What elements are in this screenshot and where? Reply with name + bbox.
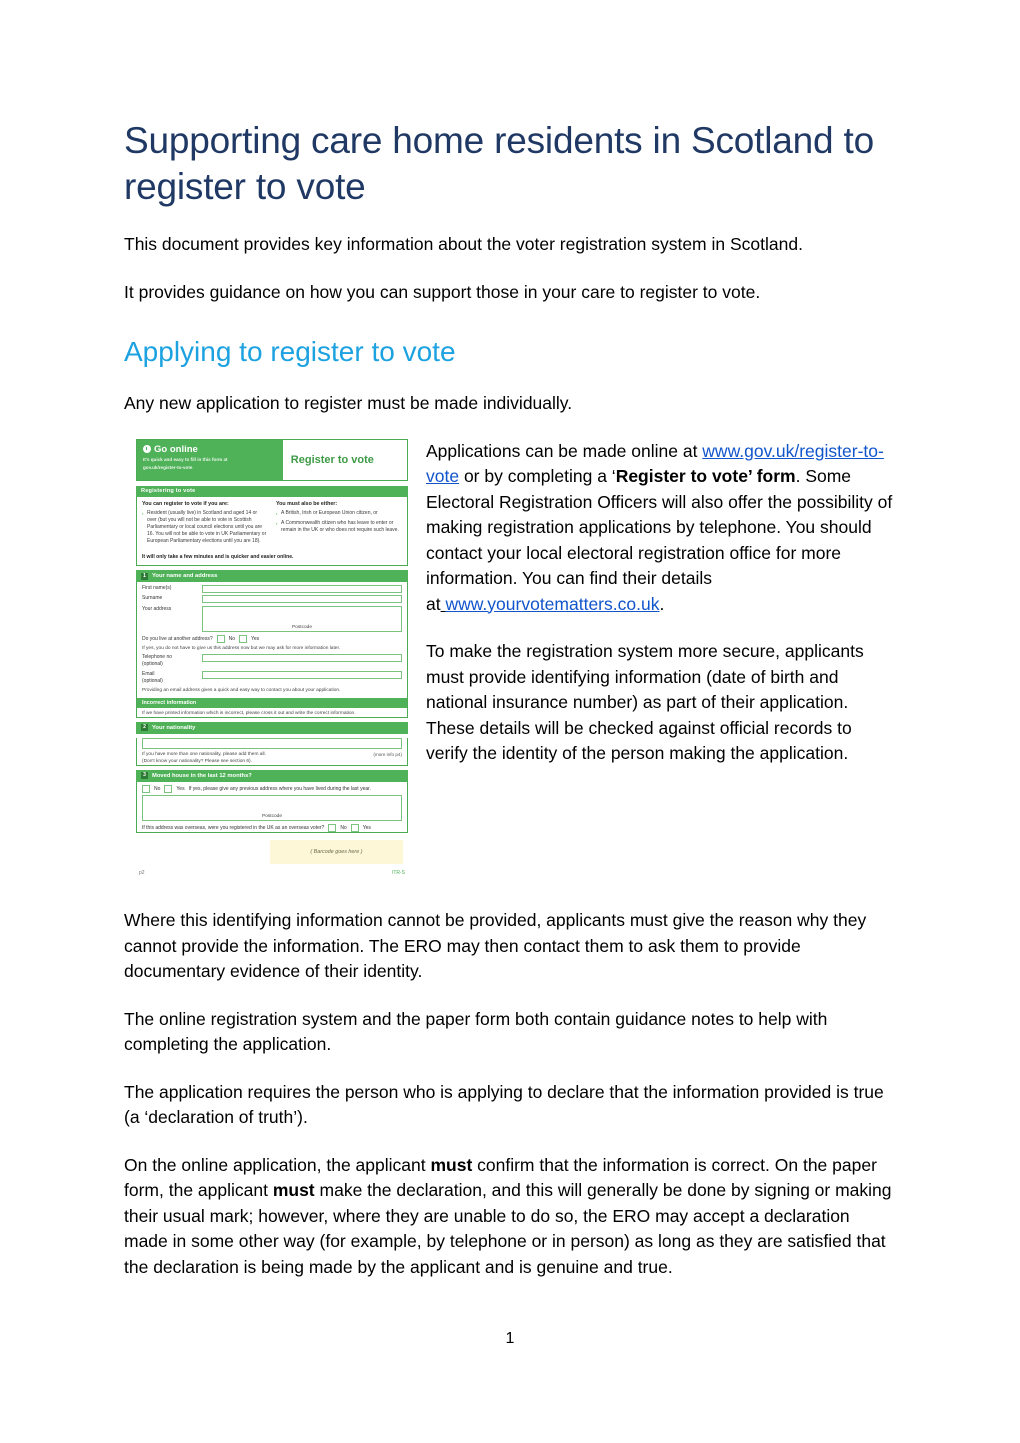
- itr-note-nationality: [137, 749, 407, 765]
- para1-text-d: .: [659, 593, 665, 614]
- paragraph-guidance-notes: The online registration system and the paper form both contain guidance notes to help with completing the application.: [124, 1008, 828, 1054]
- itr-label-telephone: [142, 654, 202, 668]
- itr-section-3-number: 3: [141, 772, 148, 779]
- itr-option-no-2: No: [154, 785, 161, 792]
- itr-section-1: [136, 570, 408, 718]
- section-lead-paragraph: Any new application to register must be made individually.: [124, 393, 573, 413]
- gov-uk-register-link[interactable]: www.gov.uk/register-to-vote: [426, 440, 884, 486]
- itr-barcode-placeholder: ( Barcode goes here ): [270, 840, 403, 864]
- itr-section-3-title: Moved house in the last 12 months?: [152, 772, 252, 779]
- itr-eligibility-left: [142, 501, 268, 549]
- itr-question-overseas-label: If this address was overseas, were you registered in the UK as an overseas voter?: [142, 825, 325, 831]
- itr-field-address: [137, 603, 407, 632]
- itr-label-postcode: Postcode: [291, 624, 312, 630]
- paragraph-cannot-provide-info: Where this identifying information cannot be provided, applicants must give the reason why they cannot provide the information. The ERO may then contact them to ask them to provide documentary evidence of their identity.: [124, 910, 867, 981]
- itr-input-email[interactable]: [202, 671, 402, 679]
- register-to-vote-form-image: [136, 439, 408, 879]
- intro-paragraph-1: This document provides key information about the voter registration system in Scotland.: [124, 234, 803, 254]
- itr-registering-box: [136, 497, 408, 567]
- para1-text-a: Applications can be made online at: [426, 440, 703, 461]
- itr-question-overseas: [137, 821, 407, 832]
- itr-section-1-number: 1: [141, 573, 148, 580]
- itr-go-online-sub-2: gov.uk/register-to-vote: [143, 464, 193, 470]
- itr-label-address: Your address: [142, 605, 172, 612]
- itr-label-email: [142, 671, 202, 685]
- itr-input-nationality[interactable]: [142, 738, 402, 749]
- itr-option-yes-1: Yes: [251, 635, 260, 642]
- itr-option-yes-2: Yes: [176, 785, 185, 792]
- para1-bold-form-name: Register to vote’ form: [615, 466, 796, 486]
- itr-band-incorrect-information: Incorrect information: [137, 698, 407, 708]
- itr-eligibility-right: [276, 501, 402, 549]
- itr-label-postcode-2: Postcode: [261, 814, 282, 819]
- itr-minutes-note: It will only take a few minutes and is quicker and easier online.: [142, 554, 294, 560]
- para6-text-a: On the online application, the applicant: [124, 1154, 431, 1175]
- itr-option-yes-3: Yes: [362, 825, 371, 831]
- itr-note-nationality-2: (Don't know your nationality? Please see section 6).: [142, 758, 252, 764]
- itr-footer-code: ITR-S: [391, 870, 405, 876]
- itr-go-online-label: Go online: [154, 443, 198, 455]
- itr-field-first-names: [137, 582, 407, 593]
- itr-section-2: [136, 722, 408, 766]
- itr-question-moved-label: If yes, please give any previous address where you have lived during the last year.: [188, 785, 371, 792]
- itr-question-moved: [137, 782, 407, 793]
- itr-checkbox-moved-yes[interactable]: [164, 785, 172, 793]
- itr-input-previous-address[interactable]: [142, 795, 402, 821]
- itr-label-first-names: First name(s): [142, 584, 172, 591]
- itr-section-1-header: [136, 570, 408, 582]
- itr-label-email-main: Email: [142, 670, 155, 677]
- para6-bold-must-2: must: [272, 1180, 315, 1200]
- itr-footer-page: p2: [139, 870, 145, 876]
- itr-question-another-address-label: Do you live at another address?: [142, 635, 213, 642]
- para1-text-b: or by completing a ‘: [459, 466, 616, 486]
- figure-with-text-block: [124, 439, 896, 887]
- itr-input-address[interactable]: [202, 606, 402, 632]
- itr-section-2-box: [136, 738, 408, 766]
- itr-right-bullet-0: ▪ A British, Irish or European Union citizen, or: [276, 510, 402, 517]
- itr-section-3-box: [136, 782, 408, 834]
- itr-checkbox-overseas-yes[interactable]: [351, 824, 359, 832]
- page-number: 1: [505, 1330, 515, 1347]
- paragraph-declaration-of-truth: The application requires the person who is applying to declare that the information provided is true (a ‘declaration of truth’).: [124, 1081, 884, 1127]
- itr-section-1-title: Your name and address: [152, 573, 218, 579]
- itr-go-online-title-row: [143, 444, 277, 455]
- itr-checkbox-another-address-no[interactable]: [217, 635, 225, 643]
- itr-left-heading: You can register to vote if you are:: [142, 500, 229, 507]
- itr-more-info-nationality: (more info p4): [373, 751, 402, 757]
- itr-note-another-address: If yes, you do not have to give us this address now but we may ask for more information later.: [142, 645, 341, 651]
- itr-go-online-panel: [137, 440, 283, 480]
- para1-text-c: . Some Electoral Registration Officers will also offer the possibility of making registration applications by telephone. You should contact your local electoral registration office for more information. You can find their details at: [426, 466, 893, 614]
- itr-left-bullet-0: ▪ Resident (usually live) in Scotland and aged 14 or over (but you will not be able to vote in Scottish Parliamentary or local council elections until you are 16. You will not be able to vote in UK Parliamentary or European Parliamentary elections until you are 18).: [142, 510, 268, 545]
- intro-paragraph-2: It provides guidance on how you can support those in your care to register to vote.: [124, 281, 761, 302]
- itr-section-3-header: [136, 770, 408, 782]
- itr-footer: [136, 864, 408, 878]
- itr-section-3: [136, 770, 408, 834]
- paragraph-identifying-information: To make the registration system more secure, applicants must provide identifying information (date of birth and national insurance number) as part of their application. These details will be checked against official records to verify the identity of the person making the application.: [426, 641, 864, 763]
- section-heading-applying: Applying to register to vote: [124, 336, 456, 367]
- itr-field-email: [137, 668, 407, 685]
- page-title: Supporting care home residents in Scotland to register to vote: [124, 120, 874, 207]
- itr-right-bullet-1: ▪ A Commonwealth citizen who has leave to enter or remain in the UK or who does not require such leave.: [276, 520, 402, 534]
- itr-field-telephone: [137, 652, 407, 669]
- itr-checkbox-overseas-no[interactable]: [328, 824, 336, 832]
- clock-icon: [143, 445, 151, 453]
- itr-checkbox-moved-no[interactable]: [142, 785, 150, 793]
- itr-section-2-title: Your nationality: [152, 724, 196, 731]
- itr-option-no-1: No: [228, 635, 236, 642]
- itr-registering-section: [136, 486, 408, 567]
- your-vote-matters-link[interactable]: www.yourvotematters.co.uk: [445, 593, 660, 614]
- itr-note-incorrect-information: If we have printed information which is incorrect, please cross it out and write the correct information.: [142, 710, 356, 716]
- itr-form-thumbnail: [136, 439, 408, 879]
- para6-text-b: confirm that the information is correct. On the paper form, the applicant: [124, 1154, 877, 1200]
- itr-label-telephone-main: Telephone no: [142, 654, 173, 660]
- itr-note-nationality-1: If you have more than one nationality, please add them all.: [142, 751, 266, 757]
- itr-question-another-address: [137, 632, 407, 643]
- itr-input-telephone[interactable]: [202, 654, 402, 662]
- itr-option-no-3: No: [340, 825, 347, 831]
- itr-label-telephone-sub: (optional): [142, 661, 163, 667]
- itr-right-heading: You must also be either:: [276, 500, 338, 507]
- itr-eligibility-columns: [137, 497, 407, 554]
- itr-input-first-names[interactable]: [202, 585, 402, 593]
- itr-register-to-vote-title: Register to vote: [283, 440, 407, 480]
- itr-label-surname: Surname: [142, 595, 163, 601]
- itr-note-email: Providing an email address gives a quick and easy way to contact you about your application.: [142, 687, 341, 693]
- document-content: [124, 118, 896, 1280]
- itr-top-bar: [136, 439, 408, 481]
- para6-text-c: make the declaration, and this will generally be done by signing or making their usual mark; however, where they are unable to do so, the ERO may accept a declaration made in some other way (for example, by telephone or in person) as long as they are satisfied that the declaration is being made by the applicant and is genuine and true.: [124, 1180, 892, 1277]
- paragraph-must-confirm: [124, 1153, 896, 1281]
- itr-go-online-sub-1: It's quick and easy to fill in this form at: [143, 456, 228, 462]
- itr-checkbox-another-address-yes[interactable]: [239, 635, 247, 643]
- itr-section-2-number: 2: [141, 724, 148, 731]
- itr-field-previous-address: [137, 793, 407, 822]
- itr-label-email-sub: (optional): [142, 677, 163, 684]
- itr-section-1-box: [136, 582, 408, 718]
- para6-bold-must-1: must: [430, 1154, 473, 1175]
- itr-band-registering: Registering to vote: [136, 486, 408, 497]
- itr-field-surname: [137, 593, 407, 604]
- itr-input-surname[interactable]: [202, 595, 402, 603]
- itr-section-2-header: [136, 722, 408, 734]
